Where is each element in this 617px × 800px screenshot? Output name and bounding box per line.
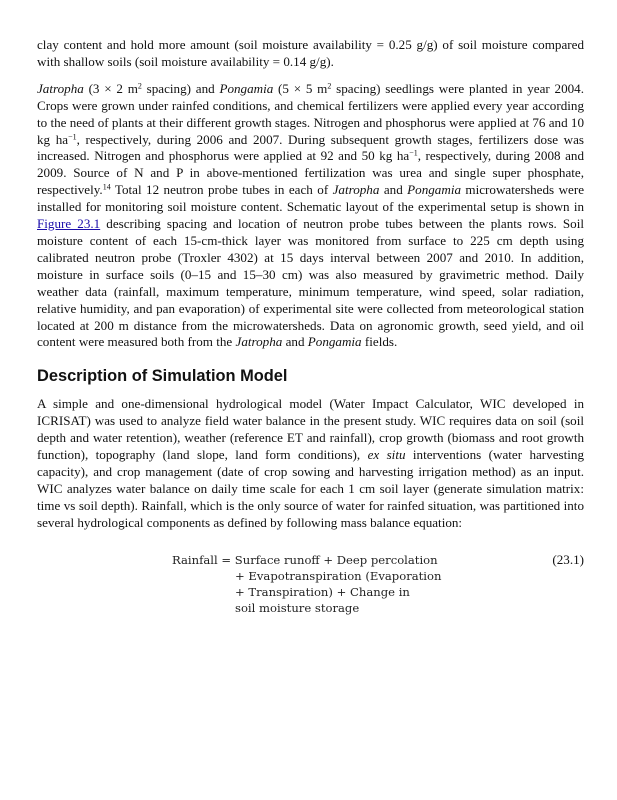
text-run: A simple and one-dimensional hydrological model (Water Impact Calculator, WIC developed in ICRISAT) was used to analyze field water balance in the present study. WIC requires data on soil (soil depth and water retention), weather (reference ET and rainfall), crop growth (biomass and root growth function), topography (land slope, land form conditions), [37, 396, 584, 463]
species-name: Pongamia [219, 80, 274, 96]
text-run: (5 × 5 m [273, 80, 328, 96]
species-name: Jatropha [37, 80, 84, 96]
figure-link[interactable]: Figure 23.1 [37, 216, 101, 232]
text-run: , respectively, during 2006 and 2007. During subsequent growth stages, fertilizers dose was increased. Nitrogen and phosphorus were applied at 92 and 50 kg ha [37, 131, 584, 164]
equation-body [172, 552, 441, 616]
text-run: spacing) seedlings were planted in year 2004. Crops were grown under rainfed conditions, and chemical fertilizers were applied every year according to the need of plants at their different growth stages. Nitrogen and phosphorus were applied at 76 and 10 kg ha [37, 80, 585, 147]
species-name: Jatropha [332, 182, 380, 198]
species-name: Pongamia [407, 182, 461, 198]
text-run: Total 12 neutron probe tubes in each of [110, 182, 333, 198]
superscript: 2 [137, 81, 142, 91]
italic-term: ex situ [367, 447, 406, 463]
paragraph-soil-moisture [37, 37, 584, 71]
text-run: interventions (water harvesting capacity), and crop management (date of crop sowing and harvesting irrigation method) as an input. WIC analyzes water balance on daily time scale for each 1 cm soil layer (generate simulation matrix: time vs soil depth). Rainfall, which is the only source of water for rainfed situation, was partitioned into several hydrological components as defined by following mass balance equation: [37, 447, 584, 530]
document-page [37, 37, 584, 622]
species-name: Pongamia [307, 334, 362, 350]
text-run: microwatersheds were installed for monitoring soil moisture content. Schematic layout of the experimental setup is shown in [37, 182, 585, 215]
superscript: 2 [327, 81, 332, 91]
species-name: Jatropha [235, 334, 283, 350]
text-run: and [379, 182, 408, 198]
equation-number: (23.1) [552, 551, 584, 567]
text-run: and [282, 334, 308, 350]
citation-superscript: 14 [102, 182, 111, 192]
text-run: fields. [361, 334, 398, 350]
paragraph-methods [37, 81, 584, 352]
text-run: describing spacing and location of neutron probe tubes between the plants rows. Soil moisture content of each 15-cm-thick layer was monitored from surface to 225 cm depth using calibrated neutron probe (Troxler 4302) at 15 days interval between 2007 and 2010. In addition, moisture in surface soils (0–15 and 15–30 cm) was also measured by gravimetric method. Daily weather data (rainfall, maximum temperature, minimum temperature, wind speed, solar radiation, relative humidity, and pan evaporation) of experimental site were collected from meteorological station located at 200 m distance from the microwatersheds. Data on agronomic growth, seed yield, and oil content were measured both from the [37, 216, 585, 350]
text-run: , respectively, during 2008 and 2009. Source of N and P in above-mentioned fertilization was urea and single super phosphate, respectively. [37, 148, 584, 198]
section-heading: Description of Simulation Model [37, 367, 288, 386]
paragraph-text: clay content and hold more amount (soil moisture availability = 0.25 g/g) of soil moisture compared with shallow soils (soil moisture availability = 0.14 g/g). [37, 37, 584, 69]
equation-line: soil moisture storage [235, 600, 360, 615]
equation-line: + Transpiration) + Change in [235, 584, 410, 599]
text-run: spacing) and [141, 80, 220, 96]
mass-balance-equation [37, 552, 584, 622]
equation-line: + Evapotranspiration (Evaporation [235, 568, 442, 583]
text-run: (3 × 2 m [83, 80, 138, 96]
equation-line: Rainfall = Surface runoff + Deep percolation [172, 552, 438, 567]
superscript: −1 [68, 132, 77, 142]
paragraph-model [37, 396, 584, 531]
superscript: −1 [409, 149, 418, 159]
